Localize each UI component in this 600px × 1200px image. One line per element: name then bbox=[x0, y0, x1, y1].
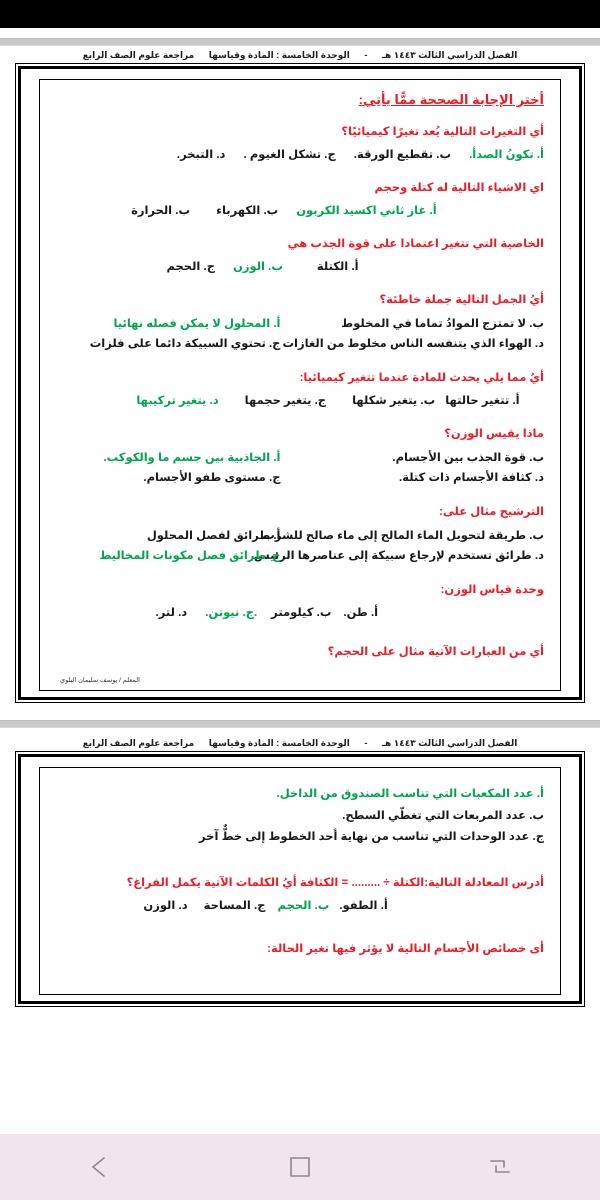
question-stem: اي الاشياء التالية له كتلة وحجم bbox=[374, 182, 544, 195]
option[interactable]: أ. تكونُ الصدأ. bbox=[469, 148, 544, 161]
question-stem: أيُ الجمل التالية جملة خاطئة؟ bbox=[379, 294, 544, 307]
top-spacer bbox=[0, 28, 600, 38]
page-2-frame bbox=[18, 754, 582, 1004]
option[interactable]: أ. غاز ثاني اكسيد الكربون bbox=[296, 204, 437, 217]
option[interactable]: د. الهواء الذي يتنفسه الناس مخلوط من الغازات bbox=[282, 337, 544, 350]
header-segment-term: الفصل الدراسي الثالث ١٤٤٣ هـ bbox=[381, 50, 518, 60]
option[interactable]: ب. الحرارة bbox=[131, 204, 191, 217]
option[interactable]: ب. الكهرباء bbox=[216, 204, 279, 217]
question-block bbox=[56, 124, 544, 164]
option-row bbox=[56, 897, 544, 915]
option-row bbox=[56, 526, 544, 546]
header-segment-subject: مراجعة علوم الصف الرابع bbox=[82, 50, 195, 60]
option-row bbox=[56, 202, 544, 220]
option[interactable]: أ. تتغير حالتها bbox=[445, 394, 520, 407]
option-row bbox=[56, 392, 544, 410]
header-segment-dash: - bbox=[364, 737, 368, 748]
back-button[interactable] bbox=[64, 1141, 136, 1193]
option-row bbox=[56, 468, 544, 488]
option[interactable]: ج. يتغير حجمها bbox=[244, 394, 327, 407]
option[interactable]: أ. الطفو. bbox=[339, 899, 388, 912]
option[interactable]: ج. تشكل الغيوم . bbox=[243, 148, 336, 161]
home-button[interactable] bbox=[264, 1141, 336, 1193]
header-segment-subject: مراجعة علوم الصف الرابع bbox=[82, 737, 195, 748]
option[interactable]: ج. مستوى طفو الأجسام. bbox=[143, 471, 281, 484]
recents-icon bbox=[487, 1154, 513, 1180]
option[interactable]: ب. لا تمتزج الموادُ تماما في المخلوط bbox=[341, 317, 544, 330]
recents-button[interactable] bbox=[464, 1141, 536, 1193]
option[interactable]: ب. كيلومتر bbox=[271, 606, 332, 619]
option-row bbox=[56, 546, 544, 566]
option[interactable]: أ. الكتلة bbox=[316, 260, 359, 273]
option[interactable]: ب. عدد المربعات التي تغطّي السطح. bbox=[342, 809, 544, 822]
back-icon bbox=[87, 1154, 113, 1180]
option[interactable]: أ. المحلول لا يمكن فصله نهائيا bbox=[113, 317, 281, 330]
option[interactable]: ب. طريقة لتحويل الماء المالح إلى ماء صالح للشرب bbox=[263, 529, 544, 542]
header-segment-dash: - bbox=[364, 50, 368, 60]
option[interactable]: ج. عدد الوحدات التي تناسب من نهاية أحد الخطوط إلى خطٌّ آخر bbox=[199, 831, 544, 844]
option-row bbox=[56, 334, 544, 354]
option-row bbox=[56, 146, 544, 164]
option[interactable]: ج. الحجم bbox=[166, 260, 216, 273]
option[interactable]: أ. طن. bbox=[343, 606, 379, 619]
option[interactable]: د. التبخر. bbox=[176, 148, 226, 161]
option[interactable]: ج. طرائق فصل مكونات المخاليط bbox=[99, 549, 281, 562]
option-row bbox=[56, 258, 544, 276]
option[interactable]: ب. قوة الجذب بين الأجسام. bbox=[392, 451, 544, 464]
question-stem: أيُ مما يلي يحدث للمادة عندما تتغير كيميائيا: bbox=[299, 372, 544, 385]
question-block bbox=[56, 644, 544, 661]
teacher-signature: المعلم / يوسف سليمان البلوي bbox=[60, 676, 140, 684]
page-1-frame-inner bbox=[39, 79, 561, 691]
question-stem: وحدة قياس الوزن: bbox=[440, 584, 544, 597]
inter-page-spacer bbox=[0, 702, 600, 720]
option[interactable]: ب. يتغير شكلها bbox=[352, 394, 436, 407]
option[interactable]: ج. تحتوي السبيكة دائما على فلزات bbox=[89, 337, 281, 350]
question-block bbox=[56, 180, 544, 220]
question-block bbox=[56, 582, 544, 622]
question-block bbox=[56, 426, 544, 488]
option[interactable]: ب. الوزن bbox=[233, 260, 283, 273]
question-stem: أدرس المعادلة التالية:الكتلة ÷ ......... = الكثافة أيُ الكلمات الآتية يكمل الفراغ؟ bbox=[126, 877, 544, 890]
question-stem: أي من العبارات الآتية مثال على الحجم؟ bbox=[327, 646, 544, 659]
worksheet-page-2 bbox=[0, 734, 600, 1006]
worksheet-page-1 bbox=[0, 46, 600, 702]
page-2-frame-inner bbox=[39, 767, 561, 995]
option[interactable]: ب. تقطيع الورقة. bbox=[353, 148, 452, 161]
document-scroll-area[interactable] bbox=[0, 28, 600, 1134]
question-stem: الترشيح مثال على: bbox=[439, 506, 544, 519]
option[interactable]: د. كثافة الأجسام ذات كتلة. bbox=[399, 471, 544, 484]
question-stem: أي التغيرات التالية يُعد تغيرًا كيميائيًا؟ bbox=[341, 126, 544, 138]
option[interactable]: د. لتر. bbox=[155, 606, 188, 619]
option[interactable]: ج. المساحة bbox=[203, 899, 266, 912]
header-segment-unit: الوحدة الخامسة : المادة وقياسها bbox=[208, 737, 350, 748]
option[interactable]: .ج. نيوتن. bbox=[205, 606, 258, 619]
option-row bbox=[56, 314, 544, 334]
question-block bbox=[56, 370, 544, 410]
android-navigation-bar bbox=[0, 1134, 600, 1200]
option[interactable]: أ. الجاذبية بين جسم ما والكوكب. bbox=[103, 451, 281, 464]
header-segment-term: الفصل الدراسي الثالث ١٤٤٣ هـ bbox=[381, 737, 518, 748]
question-stem: ماذا يقيس الوزن؟ bbox=[444, 428, 544, 441]
page-title: أختر الإجابة الصححة ممًّا يأتِي: bbox=[358, 92, 544, 107]
header-segment-unit: الوحدة الخامسة : المادة وقياسها bbox=[208, 50, 350, 60]
question-block bbox=[56, 875, 544, 915]
option[interactable]: ب. الحجم bbox=[277, 899, 330, 912]
option[interactable]: د. الوزن bbox=[143, 899, 188, 912]
page-header bbox=[0, 734, 600, 754]
page-header bbox=[0, 46, 600, 66]
question-block bbox=[56, 784, 544, 850]
page-1-frame bbox=[18, 66, 582, 700]
question-block bbox=[56, 504, 544, 566]
page-separator-top bbox=[0, 38, 600, 46]
option[interactable]: أ. طرائق لفصل المحلول bbox=[146, 529, 281, 542]
question-block bbox=[56, 941, 544, 958]
page-separator-middle bbox=[0, 720, 600, 728]
option[interactable]: د. طرائق تستخدم لإرجاع سبيكة إلى عناصرها الرئيس bbox=[253, 549, 544, 562]
question-stem: أى خصائص الأجسام التالية لا يؤثر فيها تغير الحالة: bbox=[267, 943, 544, 956]
option-row bbox=[56, 448, 544, 468]
question-stem: الخاصية التي تتغير اعتمادا على قوة الجذب هي bbox=[287, 238, 544, 251]
question-block bbox=[56, 292, 544, 354]
option-row bbox=[56, 604, 544, 622]
option[interactable]: د. يتغير تركيبها bbox=[136, 394, 219, 407]
option[interactable]: أ. عدد المكعبات التي تناسب الصندوق من الداخل. bbox=[276, 787, 544, 800]
status-bar bbox=[0, 0, 600, 28]
question-block bbox=[56, 236, 544, 276]
home-square-icon bbox=[288, 1155, 312, 1179]
